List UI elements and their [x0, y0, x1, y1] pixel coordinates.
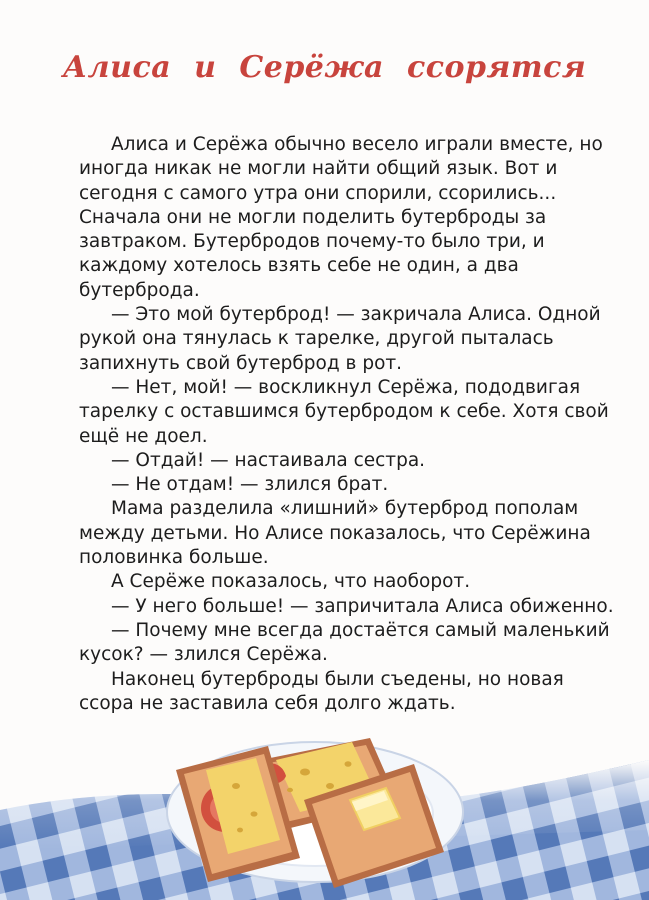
- paragraph: — Почему мне всегда достаётся самый маленький кусок? — злился Серёжа.: [79, 619, 610, 666]
- page-title: Алиса и Серёжа ссорятся: [62, 50, 587, 85]
- paragraph: — Отдай! — настаивала сестра.: [111, 449, 426, 471]
- paragraph: — Это мой бутерброд! — закричала Алиса. Одной рукой она тянулась к тарелке, другой пыталась запихнуть свой бутерброд в рот.: [79, 304, 601, 374]
- breakfast-illustration: [0, 690, 649, 900]
- paragraph: Наконец бутерброды были съедены, но новая ссора не заставила себя долго ждать.: [79, 668, 564, 714]
- paragraph: — Не отдам! — злился брат.: [111, 474, 389, 496]
- paragraph: Алиса и Серёжа обычно весело играли вместе, но иногда никак не могли найти общий язык. Вот и сегодня с самого утра они спорили, ссорились... Сначала они не могли поделить бутерброды за завтраком. Бутербродов почему-то было три, и каждому хотелось взять себе не один, а два бутерброда.: [79, 134, 603, 301]
- paragraph: Мама разделила «лишний» бутерброд пополам между детьми. Но Алисе показалось, что Серёжина половинка больше.: [79, 498, 591, 569]
- story-text: [79, 133, 616, 716]
- paragraph: А Серёже показалось, что наоборот.: [111, 571, 471, 593]
- paragraph: — Нет, мой! — воскликнул Серёжа, пододвигая тарелку с оставшимся бутербродом к себе. Хотя свой ещё не доел.: [79, 376, 609, 447]
- paragraph: — У него больше! — запричитала Алиса обиженно.: [111, 595, 614, 617]
